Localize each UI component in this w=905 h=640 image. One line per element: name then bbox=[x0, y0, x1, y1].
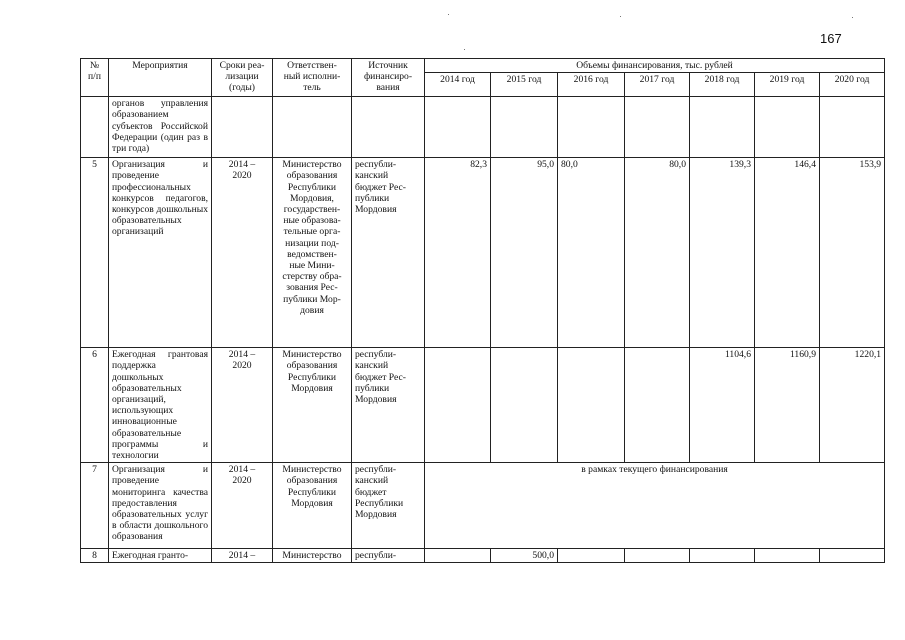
header-row bbox=[81, 59, 885, 73]
table-row bbox=[81, 158, 885, 348]
row-value: 1160,9 bbox=[755, 348, 820, 463]
header-num: № п/п bbox=[81, 59, 109, 97]
header-year: 2019 год bbox=[755, 73, 820, 97]
row-value bbox=[755, 97, 820, 158]
scan-speck bbox=[448, 14, 449, 15]
row-value bbox=[491, 348, 558, 463]
row-measure: Организация и проведение мониторинга качества предоставления образовательных услуг в области дошкольного образования bbox=[109, 463, 212, 549]
row-measure: органов управления образованием субъектов Российской Федерации (один раз в три года) bbox=[109, 97, 212, 158]
row-value: 500,0 bbox=[491, 549, 558, 563]
row-num bbox=[81, 97, 109, 158]
row-value: 139,3 bbox=[690, 158, 755, 348]
row-responsible: Министерство образования Республики Мордовия bbox=[273, 348, 352, 463]
row-num: 5 bbox=[81, 158, 109, 348]
row-value bbox=[491, 97, 558, 158]
page-number: 167 bbox=[820, 31, 842, 46]
row-value: 153,9 bbox=[820, 158, 885, 348]
scan-speck bbox=[620, 16, 621, 17]
row-value bbox=[820, 97, 885, 158]
row-responsible: Министерство bbox=[273, 549, 352, 563]
row-measure: Ежегодная грантовая поддержка дошкольных образовательных организаций, использующих инновационные образовательные программы и технологии bbox=[109, 348, 212, 463]
merged-funding-note: в рамках текущего финансирования bbox=[425, 463, 885, 549]
row-value bbox=[755, 549, 820, 563]
row-term: 2014 – 2020 bbox=[212, 158, 273, 348]
header-measures: Мероприятия bbox=[109, 59, 212, 97]
row-source: республи- канский бюджет Рес- публики Мордовия bbox=[352, 348, 425, 463]
row-value: 95,0 bbox=[491, 158, 558, 348]
row-value bbox=[625, 348, 690, 463]
row-source: республи- канский бюджет Рес- публики Мордовия bbox=[352, 158, 425, 348]
row-value bbox=[425, 348, 491, 463]
row-value bbox=[558, 348, 625, 463]
header-terms: Сроки реа- лизации (годы) bbox=[212, 59, 273, 97]
row-value bbox=[425, 97, 491, 158]
header-year: 2014 год bbox=[425, 73, 491, 97]
row-term bbox=[212, 97, 273, 158]
funding-table bbox=[80, 58, 885, 563]
row-source: республи- bbox=[352, 549, 425, 563]
row-responsible: Министерство образования Республики Мордовия, государствен- ные образова- тельные орга- низации под- ведомствен- ные Мини- стерству обра- зования Рес- публики Мор- довия bbox=[273, 158, 352, 348]
table-row bbox=[81, 348, 885, 463]
row-value bbox=[820, 549, 885, 563]
row-measure: Ежегодная гранто- bbox=[109, 549, 212, 563]
row-term: 2014 – bbox=[212, 549, 273, 563]
row-value: 80,0 bbox=[558, 158, 625, 348]
row-value: 1220,1 bbox=[820, 348, 885, 463]
row-value: 82,3 bbox=[425, 158, 491, 348]
header-year: 2015 год bbox=[491, 73, 558, 97]
row-term: 2014 – 2020 bbox=[212, 463, 273, 549]
row-value: 80,0 bbox=[625, 158, 690, 348]
row-value bbox=[625, 549, 690, 563]
row-term: 2014 – 2020 bbox=[212, 348, 273, 463]
header-responsible: Ответствен- ный исполни- тель bbox=[273, 59, 352, 97]
header-year: 2018 год bbox=[690, 73, 755, 97]
row-responsible bbox=[273, 97, 352, 158]
row-value bbox=[558, 549, 625, 563]
row-value: 1104,6 bbox=[690, 348, 755, 463]
scan-speck bbox=[852, 17, 853, 18]
header-year: 2016 год bbox=[558, 73, 625, 97]
scan-speck bbox=[464, 49, 465, 50]
header-year: 2017 год bbox=[625, 73, 690, 97]
row-num: 6 bbox=[81, 348, 109, 463]
row-value bbox=[425, 549, 491, 563]
row-source: республи- канский бюджет Республики Мордовия bbox=[352, 463, 425, 549]
row-value: 146,4 bbox=[755, 158, 820, 348]
row-responsible: Министерство образования Республики Мордовия bbox=[273, 463, 352, 549]
row-measure: Организация и проведение профессиональных конкурсов педагогов, конкурсов дошкольных образовательных организаций bbox=[109, 158, 212, 348]
row-source bbox=[352, 97, 425, 158]
row-num: 8 bbox=[81, 549, 109, 563]
row-value bbox=[690, 549, 755, 563]
row-value bbox=[625, 97, 690, 158]
row-value bbox=[558, 97, 625, 158]
row-value bbox=[690, 97, 755, 158]
table-row bbox=[81, 549, 885, 563]
header-year: 2020 год bbox=[820, 73, 885, 97]
row-num: 7 bbox=[81, 463, 109, 549]
table-row bbox=[81, 463, 885, 549]
header-funding: Объемы финансирования, тыс. рублей bbox=[425, 59, 885, 73]
table-row bbox=[81, 97, 885, 158]
header-source: Источник финансиро- вания bbox=[352, 59, 425, 97]
